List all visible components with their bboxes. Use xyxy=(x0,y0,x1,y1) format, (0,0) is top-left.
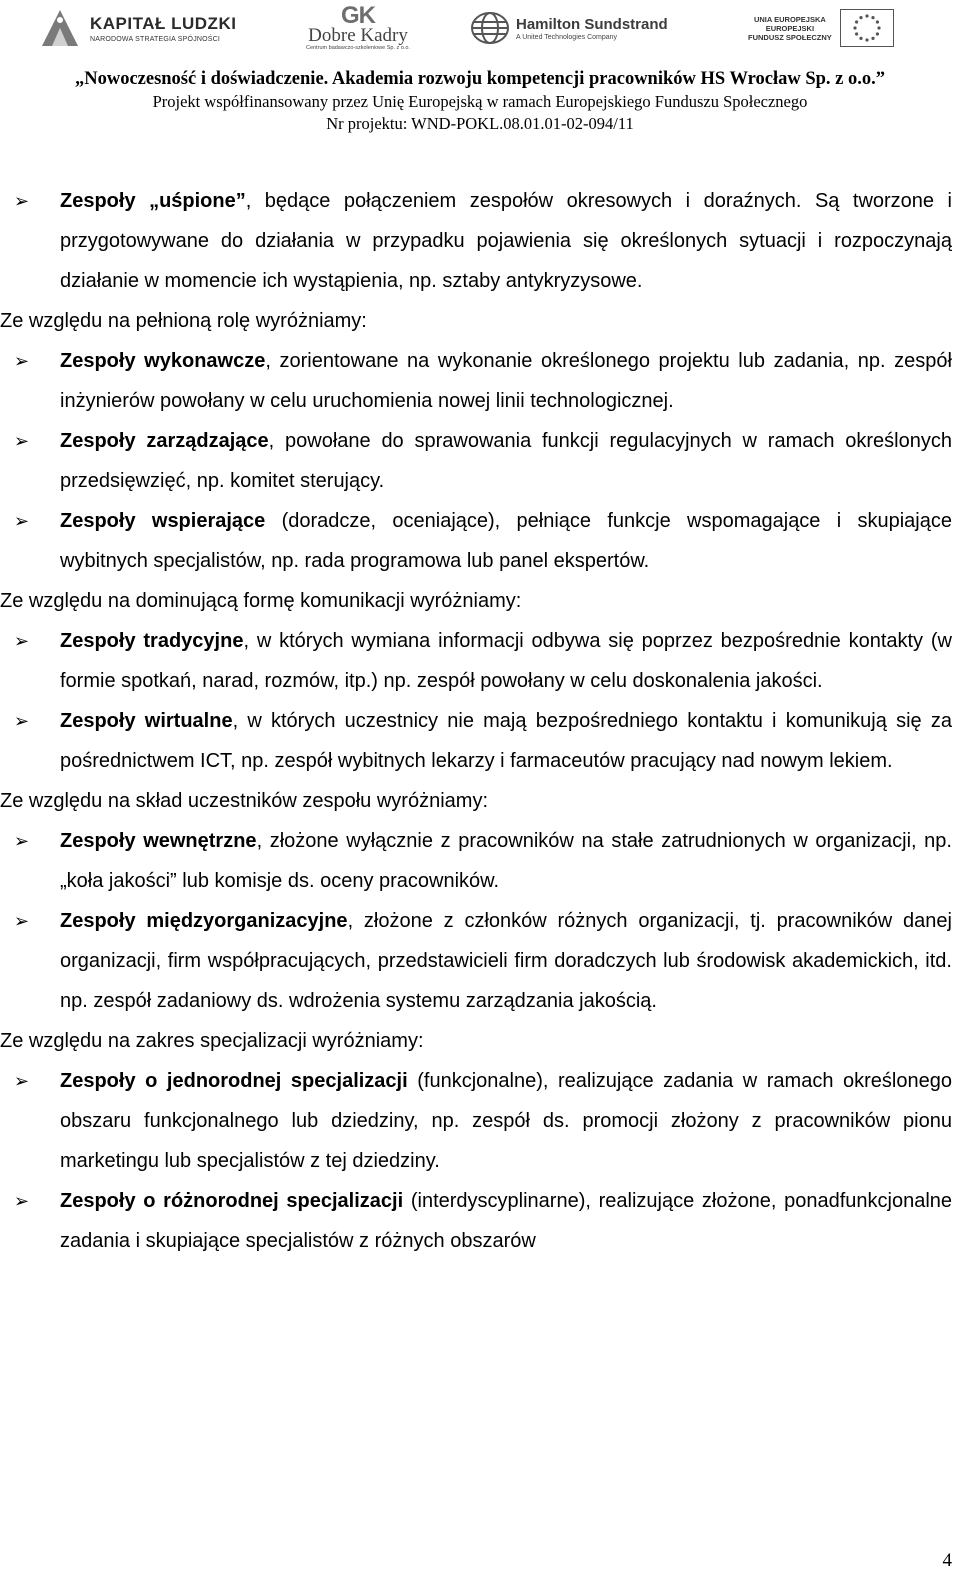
document-body xyxy=(0,181,952,1261)
item-term: Zespoły międzyorganizacyjne xyxy=(60,910,348,932)
list-item-wspierajace xyxy=(0,501,952,581)
item-term: Zespoły wykonawcze xyxy=(60,350,266,372)
hamilton-subtitle: A United Technologies Company xyxy=(516,33,618,41)
item-term: Zespoły tradycyjne xyxy=(60,630,244,652)
arrow-bullet-icon: ➢ xyxy=(14,351,30,371)
item-term: Zespoły wewnętrzne xyxy=(60,830,257,852)
arrow-bullet-icon: ➢ xyxy=(14,1191,30,1211)
arrow-bullet-icon: ➢ xyxy=(14,1071,30,1091)
dobre-kadry-mark: GK xyxy=(341,2,375,29)
kapital-ludzki-emblem-icon xyxy=(38,6,82,50)
eu-fund-logo xyxy=(748,2,918,54)
section-heading-komunikacja: Ze względu na dominującą formę komunikacji wyróżniamy: xyxy=(0,590,522,612)
project-title: „Nowoczesność i doświadczenie. Akademia rozwoju kompetencji pracowników HS Wrocław Sp. z o.o.” xyxy=(74,69,886,89)
hamilton-globe-icon xyxy=(470,10,510,46)
item-term: Zespoły wirtualne xyxy=(60,710,233,732)
item-text: , zorientowane na wykonanie określonego projektu lub zadania, np. zespół inżynierów powołany w celu uruchomienia nowej linii technologicznej. xyxy=(60,350,952,412)
item-text: (funkcjonalne), realizujące zadania w ramach określonego obszaru funkcjonalnego lub dziedziny, np. zespół ds. promocji złożony z pracowników pionu marketingu lub specjalistów z tej dziedziny. xyxy=(60,1070,952,1172)
item-text: , w których wymiana informacji odbywa się poprzez bezpośrednie kontakty (w formie spotkań, narad, rozmów, itp.) np. zespół powołany w celu doskonalenia jakości. xyxy=(60,630,952,692)
dobre-kadry-subtitle: Centrum badawczo-szkoleniowe Sp. z o.o. xyxy=(306,45,410,51)
item-text: , będące połączeniem zespołów okresowych i doraźnych. Są tworzone i przygotowywane do działania w przypadku pojawienia się określonych sytuacji i rozpoczynają działanie w momencie ich wystąpienia, np. sztaby antykryzysowe. xyxy=(60,190,952,292)
item-text: , złożone wyłącznie z pracowników na stałe zatrudnionych w organizacji, np. „koła jakości” lub komisje ds. oceny pracowników. xyxy=(60,830,952,892)
arrow-bullet-icon: ➢ xyxy=(14,831,30,851)
arrow-bullet-icon: ➢ xyxy=(14,911,30,931)
item-term: Zespoły „uśpione” xyxy=(60,190,246,212)
item-text: , złożone z członków różnych organizacji, tj. pracowników danej organizacji, firm współpracujących, przedstawicieli firm doradczych lub środowisk akademickich, itd. np. zespół zadaniowy ds. wdrożenia systemu zarządzania jakością. xyxy=(60,910,952,1012)
arrow-bullet-icon: ➢ xyxy=(14,431,30,451)
list-item-uspione xyxy=(0,181,952,301)
kapital-ludzki-subtitle: NARODOWA STRATEGIA SPÓJNOŚCI xyxy=(90,35,221,43)
arrow-bullet-icon: ➢ xyxy=(14,631,30,651)
item-text: , powołane do sprawowania funkcji regulacyjnych w ramach określonych przedsięwzięć, np. komitet sterujący. xyxy=(60,430,952,492)
list-item-jednorodne xyxy=(0,1061,952,1181)
item-text: , w których uczestnicy nie mają bezpośredniego kontaktu i komunikują się za pośrednictwem ICT, np. zespół wybitnych lekarzy i farmaceutów pracujący nad nowym lekiem. xyxy=(60,710,952,772)
section-heading-rola: Ze względu na pełnioną rolę wyróżniamy: xyxy=(0,310,367,332)
list-item-zarzadzajace xyxy=(0,421,952,501)
item-term: Zespoły wspierające xyxy=(60,510,266,532)
project-number: Nr projektu: WND-POKL.08.01.01-02-094/11 xyxy=(326,114,634,133)
page-number: 4 xyxy=(942,1550,952,1571)
arrow-bullet-icon: ➢ xyxy=(14,191,30,211)
eu-line-2: EUROPEJSKI xyxy=(765,23,815,33)
item-term: Zespoły o jednorodnej specjalizacji xyxy=(60,1070,408,1092)
list-item-wirtualne xyxy=(0,701,952,781)
eu-flag-icon xyxy=(840,9,894,47)
list-item-wykonawcze xyxy=(0,341,952,421)
list-item-roznorodne xyxy=(0,1181,952,1261)
hamilton-name: Hamilton Sundstrand xyxy=(516,15,668,33)
list-item-tradycyjne xyxy=(0,621,952,701)
item-text: (doradcze, oceniające), pełniące funkcje wspomagające i skupiające wybitnych specjalistów, np. rada programowa lub panel ekspertów. xyxy=(60,510,952,572)
item-text: (interdyscyplinarne), realizujące złożone, ponadfunkcjonalne zadania i skupiające specjalistów z różnych obszarów xyxy=(60,1190,953,1252)
dobre-kadry-name: Dobre Kadry xyxy=(308,25,408,46)
item-term: Zespoły zarządzające xyxy=(60,430,269,452)
list-item-miedzyorganizacyjne xyxy=(0,901,952,1021)
hamilton-sundstrand-logo xyxy=(470,2,690,54)
eu-line-1: UNIA EUROPEJSKA xyxy=(753,14,826,24)
project-funding-line: Projekt współfinansowany przez Unię Europejską w ramach Europejskiego Funduszu Społecznego xyxy=(152,92,808,111)
arrow-bullet-icon: ➢ xyxy=(14,711,30,731)
kapital-ludzki-name: KAPITAŁ LUDZKI xyxy=(90,13,237,33)
item-term: Zespoły o różnorodnej specjalizacji xyxy=(60,1190,404,1212)
eu-line-3: FUNDUSZ SPOŁECZNY xyxy=(748,32,832,42)
arrow-bullet-icon: ➢ xyxy=(14,511,30,531)
section-heading-specjalizacja: Ze względu na zakres specjalizacji wyróżniamy: xyxy=(0,1030,424,1052)
logo-bar xyxy=(0,0,960,58)
section-heading-sklad: Ze względu na skład uczestników zespołu wyróżniamy: xyxy=(0,790,488,812)
kapital-ludzki-logo xyxy=(38,2,243,54)
dobre-kadry-logo xyxy=(296,2,420,54)
list-item-wewnetrzne xyxy=(0,821,952,901)
project-header xyxy=(0,67,960,135)
